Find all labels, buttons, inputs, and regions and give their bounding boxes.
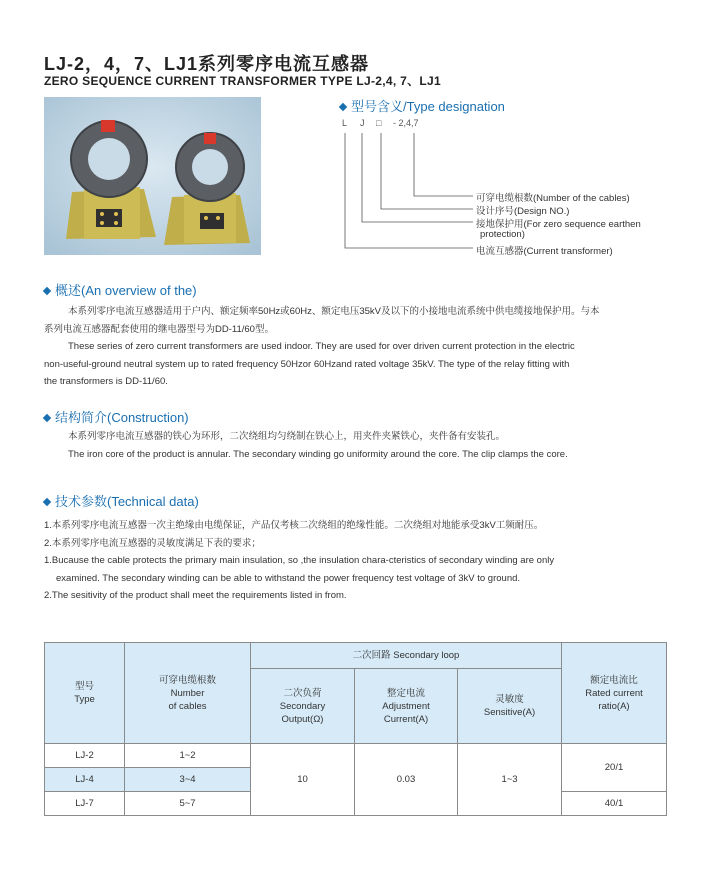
cell-cables: 5~7 xyxy=(125,792,251,816)
overview-en-line: the transformers is DD-11/60. xyxy=(44,376,168,387)
designation-leader-lines xyxy=(340,130,480,255)
cell-load: 10 xyxy=(251,744,355,816)
overview-body xyxy=(44,303,674,391)
construction-cn-line: 本系列零序电流互感器的铁心为环形，二次绕组均匀绕制在铁心上，用夹件夹紧铁心，夹件备有安装孔。 xyxy=(68,431,506,442)
overview-cn-line: 系列电流互感器配套使用的继电器型号为DD-11/60型。 xyxy=(44,323,274,335)
cell-type: LJ-4 xyxy=(45,768,125,792)
cell-adjust: 0.03 xyxy=(355,744,458,816)
cell-type: LJ-7 xyxy=(45,792,125,816)
bullet-diamond-icon xyxy=(339,102,347,110)
technical-en-line: examined. The secondary winding can be able to withstand the power frequency test voltage of 3kV to ground. xyxy=(56,572,521,584)
construction-body xyxy=(44,428,674,463)
technical-body xyxy=(44,517,684,605)
code-box: □ xyxy=(376,118,382,128)
designation-item-transformer: 电流互感器(Current transformer) xyxy=(476,246,613,257)
construction-heading: 结构简介(Construction) xyxy=(44,407,189,426)
designation-item-protection-cont: protection) xyxy=(480,229,525,240)
bullet-diamond-icon xyxy=(43,286,51,294)
header-type: 型号 Type xyxy=(45,643,125,744)
overview-en-line: non-useful-ground neutral system up to rated frequency 50Hzor 60Hzand rated voltage 35kV. The type of the relay fitting with xyxy=(44,358,570,370)
construction-en-line: The iron core of the product is annular. The secondary winding go uniformity around the core. The clip clamps the core. xyxy=(68,448,568,460)
cell-ratio: 40/1 xyxy=(562,792,667,816)
overview-en-line: These series of zero current transformers are used indoor. They are used for over driven current protection in the electric xyxy=(68,341,575,352)
header-sensitive: 灵敏度 Sensitive(A) xyxy=(458,669,562,744)
overview-heading: 概述(An overview of the) xyxy=(44,280,197,299)
code-letter-j: J xyxy=(360,118,365,128)
code-numbers: - 2,4,7 xyxy=(393,118,419,128)
header-ratio: 额定电流比 Rated current ratio(A) xyxy=(562,643,667,744)
code-letter-l: L xyxy=(342,118,348,128)
header-cables: 可穿电缆根数 Number of cables xyxy=(125,643,251,744)
spec-table xyxy=(44,642,667,816)
technical-cn-line: 2.本系列零序电流互感器的灵敏度满足下表的要求； xyxy=(44,537,261,549)
table-row xyxy=(45,744,667,768)
cell-type: LJ-2 xyxy=(45,744,125,768)
designation-heading: 型号含义/Type designation xyxy=(340,96,505,115)
technical-cn-line: 1.本系列零序电流互感器一次主绝缘由电缆保证，产品仅考核二次绕组的绝缘性能。二次绕组对地能承受3kV工频耐压。 xyxy=(44,520,544,531)
cell-cables: 3~4 xyxy=(125,768,251,792)
technical-en-line: 2.The sesitivity of the product shall meet the requirements listed in from. xyxy=(44,590,347,601)
transformer-image xyxy=(44,97,261,255)
header-adjust: 整定电流 Adjustment Current(A) xyxy=(355,669,458,744)
designation-item-protection: 接地保护用(For zero sequence earthen xyxy=(476,219,641,230)
header-load: 二次负荷 Secondary Output(Ω) xyxy=(251,669,355,744)
cell-ratio: 20/1 xyxy=(562,744,667,792)
bullet-diamond-icon xyxy=(43,497,51,505)
table-header-row xyxy=(45,643,667,669)
page-subtitle: ZERO SEQUENCE CURRENT TRANSFORMER TYPE LJ-2,4, 7、LJ1 xyxy=(44,74,441,88)
cell-sensitive: 1~3 xyxy=(458,744,562,816)
technical-en-line: 1.Bucause the cable protects the primary main insulation, so ,the insulation chara-cteristics of secondary winding are only xyxy=(44,555,555,566)
designation-item-cables: 可穿电缆根数(Number of the cables) xyxy=(476,193,630,204)
page-title: LJ-2，4，7、LJ1系列零序电流互感器 xyxy=(44,54,370,74)
overview-cn-line: 本系列零序电流互感器适用于户内、额定频率50Hz或60Hz、额定电压35kV及以下的小接地电流系统中供电缆接地保护用。与本 xyxy=(68,306,600,317)
product-photo xyxy=(44,97,261,255)
bullet-diamond-icon xyxy=(43,413,51,421)
technical-heading: 技术参数(Technical data) xyxy=(44,491,199,510)
header-secondary-loop: 二次回路 Secondary loop xyxy=(251,643,562,669)
cell-cables: 1~2 xyxy=(125,744,251,768)
designation-item-design: 设计序号(Design NO.) xyxy=(476,206,570,217)
